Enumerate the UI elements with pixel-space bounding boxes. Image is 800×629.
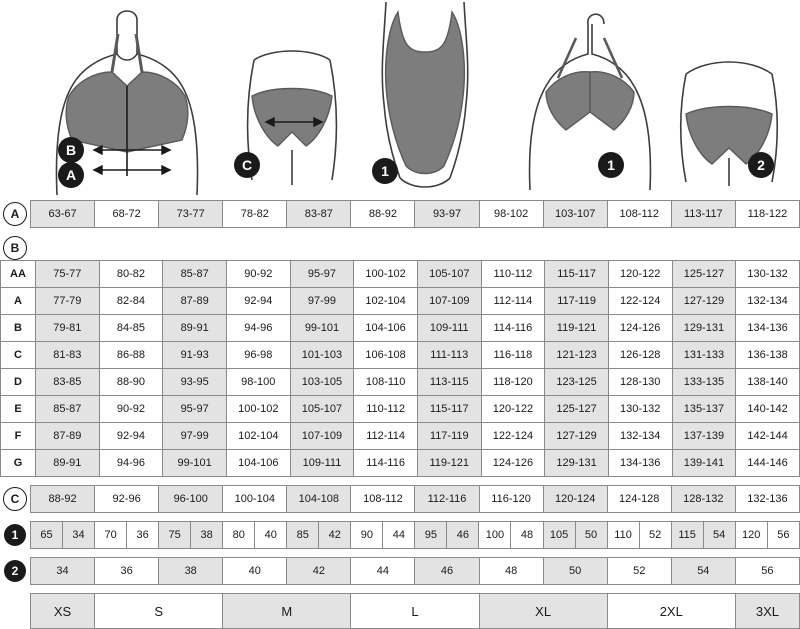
spacer-5	[0, 585, 800, 593]
cell: 135-137	[672, 396, 736, 423]
table-row	[1, 342, 800, 369]
cell-a-7: 98-102	[479, 201, 543, 228]
cell-c-11: 132-136	[735, 486, 799, 513]
table-b	[0, 260, 800, 477]
cup-label-a: A	[1, 288, 36, 315]
cell: 119-121	[545, 315, 609, 342]
cell: 125-127	[545, 396, 609, 423]
cell: 86-88	[99, 342, 163, 369]
cell: 127-129	[545, 423, 609, 450]
cell-two-1: 36	[95, 558, 159, 585]
cell-two-6: 46	[415, 558, 479, 585]
cup-label-d: D	[1, 369, 36, 396]
spacer-2	[0, 477, 800, 485]
cell-one-17: 50	[575, 522, 607, 549]
badge-b: B	[3, 236, 27, 260]
cell: 99-101	[163, 450, 227, 477]
badge-one-cell	[0, 522, 31, 549]
cell: 90-92	[226, 261, 290, 288]
cell: 138-140	[736, 369, 800, 396]
cell: 132-134	[736, 288, 800, 315]
cell: 139-141	[672, 450, 736, 477]
cell: 108-110	[354, 369, 418, 396]
row-one-block	[0, 521, 800, 549]
cell: 88-90	[99, 369, 163, 396]
cell: 105-107	[417, 261, 481, 288]
cell: 124-126	[608, 315, 672, 342]
figure-swimsuit-one-piece	[350, 0, 500, 200]
cell: 114-116	[481, 315, 545, 342]
cell: 121-123	[545, 342, 609, 369]
cell: 97-99	[163, 423, 227, 450]
marker-one-swimsuit: 1	[372, 158, 398, 184]
table-row	[1, 396, 800, 423]
cell: 84-85	[99, 315, 163, 342]
size-xl: XL	[479, 594, 607, 629]
cell: 101-103	[290, 342, 354, 369]
table-row-sizes	[0, 593, 800, 629]
badge-a-cell	[0, 201, 31, 228]
table-row	[1, 423, 800, 450]
cell-one-6: 80	[223, 522, 255, 549]
cell-c-4: 104-108	[287, 486, 351, 513]
cell-two-5: 44	[351, 558, 415, 585]
cell: 87-89	[163, 288, 227, 315]
cell-c-1: 92-96	[95, 486, 159, 513]
figure-bra-front	[22, 0, 232, 200]
cell-one-22: 120	[735, 522, 767, 549]
cell: 137-139	[672, 423, 736, 450]
table-row-two	[0, 557, 800, 585]
cell-c-8: 120-124	[543, 486, 607, 513]
cell: 134-136	[736, 315, 800, 342]
cell: 126-128	[608, 342, 672, 369]
cell: 85-87	[163, 261, 227, 288]
marker-one-bikini-top: 1	[598, 152, 624, 178]
cell: 75-77	[36, 261, 100, 288]
cell-one-18: 110	[607, 522, 639, 549]
cell: 79-81	[36, 315, 100, 342]
cell-a-9: 108-112	[607, 201, 671, 228]
figure-briefs-side	[222, 0, 362, 200]
cell: 140-142	[736, 396, 800, 423]
cell: 133-135	[672, 369, 736, 396]
cell-one-13: 46	[447, 522, 479, 549]
cell: 100-102	[226, 396, 290, 423]
cell: 106-108	[354, 342, 418, 369]
marker-a: A	[58, 162, 84, 188]
cell: 85-87	[36, 396, 100, 423]
cell-a-3: 78-82	[223, 201, 287, 228]
cell: 83-85	[36, 369, 100, 396]
cell: 89-91	[163, 315, 227, 342]
cell: 102-104	[354, 288, 418, 315]
cell: 107-109	[290, 423, 354, 450]
marker-c: C	[234, 152, 260, 178]
cell: 128-130	[608, 369, 672, 396]
cell-two-4: 42	[287, 558, 351, 585]
table-b-header-spacer	[30, 236, 800, 260]
badge-two: 2	[4, 560, 26, 582]
cell: 95-97	[163, 396, 227, 423]
size-3xl: 3XL	[735, 594, 799, 629]
size-2xl: 2XL	[607, 594, 735, 629]
table-row	[1, 261, 800, 288]
table-b-header	[0, 236, 800, 260]
cell: 110-112	[354, 396, 418, 423]
cell: 95-97	[290, 261, 354, 288]
cell-one-0: 65	[31, 522, 63, 549]
cell-one-2: 70	[95, 522, 127, 549]
cell-one-16: 105	[543, 522, 575, 549]
cell: 116-118	[481, 342, 545, 369]
spacer-4	[0, 549, 800, 557]
cell: 115-117	[545, 261, 609, 288]
cell: 112-114	[354, 423, 418, 450]
cell: 130-132	[608, 396, 672, 423]
cell: 100-102	[354, 261, 418, 288]
row-c-block	[0, 485, 800, 513]
cell: 122-124	[481, 423, 545, 450]
cell: 136-138	[736, 342, 800, 369]
cell: 103-105	[290, 369, 354, 396]
figure-bikini-top	[500, 0, 660, 200]
marker-two-bikini-bottom: 2	[748, 152, 774, 178]
cell: 91-93	[163, 342, 227, 369]
cell-a-0: 63-67	[31, 201, 95, 228]
table-row	[1, 369, 800, 396]
row-a-block	[0, 200, 800, 228]
badge-two-cell	[0, 558, 31, 585]
table-row	[1, 288, 800, 315]
cup-label-b: B	[1, 315, 36, 342]
cell: 130-132	[736, 261, 800, 288]
cell: 125-127	[672, 261, 736, 288]
cell-two-10: 54	[671, 558, 735, 585]
cell: 120-122	[481, 396, 545, 423]
row-sizes-block	[0, 593, 800, 629]
cell: 117-119	[417, 423, 481, 450]
badge-b-cell	[0, 236, 30, 260]
cell-two-0: 34	[31, 558, 95, 585]
cell: 124-126	[481, 450, 545, 477]
cell-one-9: 42	[319, 522, 351, 549]
cell: 104-106	[226, 450, 290, 477]
cell-a-1: 68-72	[95, 201, 159, 228]
table-row	[1, 450, 800, 477]
cell-c-9: 124-128	[607, 486, 671, 513]
cell-one-3: 36	[127, 522, 159, 549]
cell: 92-94	[226, 288, 290, 315]
cup-label-aa: AA	[1, 261, 36, 288]
cell-c-3: 100-104	[223, 486, 287, 513]
cell-two-2: 38	[159, 558, 223, 585]
cell: 129-131	[545, 450, 609, 477]
cell: 134-136	[608, 450, 672, 477]
cup-label-e: E	[1, 396, 36, 423]
cell: 94-96	[226, 315, 290, 342]
size-m: M	[223, 594, 351, 629]
cell: 120-122	[608, 261, 672, 288]
cell-c-5: 108-112	[351, 486, 415, 513]
cell-one-1: 34	[63, 522, 95, 549]
cell-two-8: 50	[543, 558, 607, 585]
sizes-gutter	[0, 594, 31, 629]
cell: 113-115	[417, 369, 481, 396]
cell: 82-84	[99, 288, 163, 315]
cell: 109-111	[417, 315, 481, 342]
cell: 105-107	[290, 396, 354, 423]
cell-a-2: 73-77	[159, 201, 223, 228]
cell: 77-79	[36, 288, 100, 315]
illustration-band	[0, 0, 800, 200]
cell-one-11: 44	[383, 522, 415, 549]
cell: 119-121	[417, 450, 481, 477]
cell: 112-114	[481, 288, 545, 315]
cell-two-3: 40	[223, 558, 287, 585]
cell-a-4: 83-87	[287, 201, 351, 228]
cell-a-11: 118-122	[735, 201, 799, 228]
spacer-1	[0, 228, 800, 236]
cell: 98-100	[226, 369, 290, 396]
cell: 129-131	[672, 315, 736, 342]
cell-c-0: 88-92	[31, 486, 95, 513]
spacer-3	[0, 513, 800, 521]
cell: 80-82	[99, 261, 163, 288]
table-row-a	[0, 200, 800, 228]
cell: 144-146	[736, 450, 800, 477]
cell-one-12: 95	[415, 522, 447, 549]
cell-one-19: 52	[639, 522, 671, 549]
cell: 87-89	[36, 423, 100, 450]
cell: 131-133	[672, 342, 736, 369]
marker-b: B	[58, 137, 84, 163]
cell: 104-106	[354, 315, 418, 342]
cell: 118-120	[481, 369, 545, 396]
figure-bikini-bottom	[660, 0, 800, 200]
cell-a-8: 103-107	[543, 201, 607, 228]
cell: 127-129	[672, 288, 736, 315]
size-s: S	[95, 594, 223, 629]
cell-c-6: 112-116	[415, 486, 479, 513]
cell-one-5: 38	[191, 522, 223, 549]
cup-label-c: C	[1, 342, 36, 369]
cell: 110-112	[481, 261, 545, 288]
cell: 123-125	[545, 369, 609, 396]
badge-one: 1	[4, 524, 26, 546]
cell: 99-101	[290, 315, 354, 342]
cell: 102-104	[226, 423, 290, 450]
cell-c-7: 116-120	[479, 486, 543, 513]
cell-one-15: 48	[511, 522, 543, 549]
table-b-block	[0, 236, 800, 477]
cell: 107-109	[417, 288, 481, 315]
cell-two-7: 48	[479, 558, 543, 585]
cell: 117-119	[545, 288, 609, 315]
cell: 142-144	[736, 423, 800, 450]
cell-a-10: 113-117	[671, 201, 735, 228]
badge-c: C	[3, 487, 27, 511]
cell: 114-116	[354, 450, 418, 477]
cell: 111-113	[417, 342, 481, 369]
cell-two-9: 52	[607, 558, 671, 585]
cell: 109-111	[290, 450, 354, 477]
cup-label-g: G	[1, 450, 36, 477]
table-row	[1, 315, 800, 342]
cell: 90-92	[99, 396, 163, 423]
table-row-one	[0, 521, 800, 549]
cell: 97-99	[290, 288, 354, 315]
table-row-c	[0, 485, 800, 513]
cell: 115-117	[417, 396, 481, 423]
cell-one-23: 56	[767, 522, 799, 549]
badge-a: A	[3, 202, 27, 226]
row-two-block	[0, 557, 800, 585]
size-l: L	[351, 594, 479, 629]
cell: 132-134	[608, 423, 672, 450]
cell: 96-98	[226, 342, 290, 369]
cell-a-5: 88-92	[351, 201, 415, 228]
badge-c-cell	[0, 486, 31, 513]
cell: 81-83	[36, 342, 100, 369]
cell: 93-95	[163, 369, 227, 396]
cell-one-20: 115	[671, 522, 703, 549]
cell: 94-96	[99, 450, 163, 477]
cell: 89-91	[36, 450, 100, 477]
cup-label-f: F	[1, 423, 36, 450]
cell-one-10: 90	[351, 522, 383, 549]
size-xs: XS	[31, 594, 95, 629]
cell: 92-94	[99, 423, 163, 450]
cell-two-11: 56	[735, 558, 799, 585]
cell-one-21: 54	[703, 522, 735, 549]
cell-one-4: 75	[159, 522, 191, 549]
cell-one-7: 40	[255, 522, 287, 549]
cell-one-8: 85	[287, 522, 319, 549]
cell-a-6: 93-97	[415, 201, 479, 228]
cell-c-10: 128-132	[671, 486, 735, 513]
cell: 122-124	[608, 288, 672, 315]
cell-one-14: 100	[479, 522, 511, 549]
cell-c-2: 96-100	[159, 486, 223, 513]
